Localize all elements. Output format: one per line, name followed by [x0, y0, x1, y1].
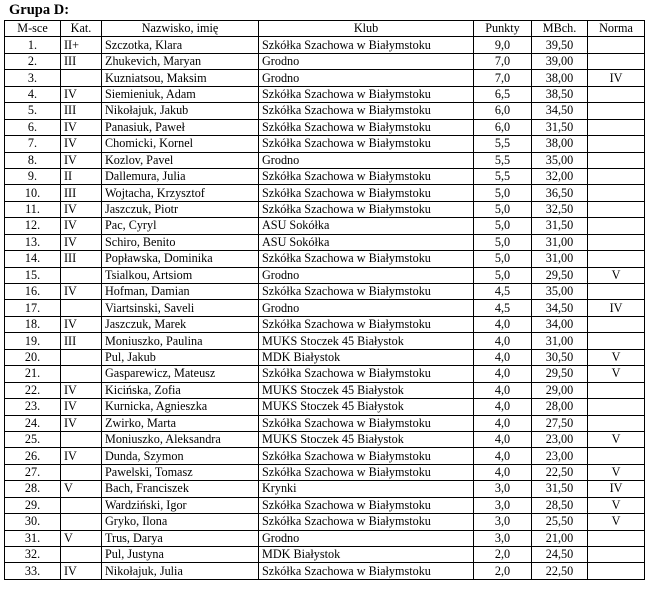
cell-name: Moniuszko, Paulina — [102, 333, 259, 349]
cell-name: Kurnicka, Agnieszka — [102, 399, 259, 415]
cell-norma: V — [588, 431, 645, 447]
cell-points: 9,0 — [474, 37, 532, 53]
cell-points: 5,0 — [474, 201, 532, 217]
cell-points: 4,0 — [474, 333, 532, 349]
cell-norma: V — [588, 514, 645, 530]
cell-club: MUKS Stoczek 45 Białystok — [259, 382, 474, 398]
cell-points: 7,0 — [474, 53, 532, 69]
cell-position: 22. — [5, 382, 61, 398]
cell-norma — [588, 119, 645, 135]
cell-name: Siemieniuk, Adam — [102, 86, 259, 102]
cell-mbch: 23,00 — [532, 431, 588, 447]
cell-norma — [588, 448, 645, 464]
table-row — [5, 349, 645, 365]
table-row — [5, 497, 645, 513]
cell-norma — [588, 168, 645, 184]
cell-name: Jaszczuk, Piotr — [102, 201, 259, 217]
table-row — [5, 201, 645, 217]
cell-mbch: 21,00 — [532, 530, 588, 546]
table-row — [5, 382, 645, 398]
cell-mbch: 38,50 — [532, 86, 588, 102]
cell-position: 16. — [5, 284, 61, 300]
cell-position: 11. — [5, 201, 61, 217]
cell-position: 2. — [5, 53, 61, 69]
cell-norma — [588, 86, 645, 102]
cell-position: 32. — [5, 547, 61, 563]
cell-category: IV — [61, 382, 102, 398]
cell-points: 3,0 — [474, 514, 532, 530]
cell-mbch: 32,00 — [532, 168, 588, 184]
cell-name: Nikołajuk, Julia — [102, 563, 259, 579]
table-row — [5, 70, 645, 86]
cell-position: 26. — [5, 448, 61, 464]
cell-norma — [588, 37, 645, 53]
cell-name: Pawelski, Tomasz — [102, 464, 259, 480]
cell-category: IV — [61, 399, 102, 415]
col-header-club: Klub — [259, 21, 474, 37]
cell-club: MUKS Stoczek 45 Białystok — [259, 399, 474, 415]
cell-category — [61, 464, 102, 480]
table-row — [5, 399, 645, 415]
cell-name: Dunda, Szymon — [102, 448, 259, 464]
cell-norma — [588, 185, 645, 201]
cell-club: MUKS Stoczek 45 Białystok — [259, 431, 474, 447]
cell-mbch: 27,50 — [532, 415, 588, 431]
table-row — [5, 152, 645, 168]
cell-norma: V — [588, 464, 645, 480]
cell-club: Szkółka Szachowa w Białymstoku — [259, 448, 474, 464]
cell-category — [61, 431, 102, 447]
cell-position: 13. — [5, 234, 61, 250]
cell-points: 5,0 — [474, 251, 532, 267]
cell-club: Szkółka Szachowa w Białymstoku — [259, 563, 474, 579]
cell-club: Szkółka Szachowa w Białymstoku — [259, 86, 474, 102]
cell-mbch: 32,50 — [532, 201, 588, 217]
cell-name: Dallemura, Julia — [102, 168, 259, 184]
cell-club: Szkółka Szachowa w Białymstoku — [259, 514, 474, 530]
cell-category — [61, 514, 102, 530]
cell-club: Szkółka Szachowa w Białymstoku — [259, 415, 474, 431]
cell-name: Pul, Justyna — [102, 547, 259, 563]
cell-norma: V — [588, 349, 645, 365]
cell-club: Szkółka Szachowa w Białymstoku — [259, 366, 474, 382]
header-row — [5, 21, 645, 37]
cell-mbch: 38,00 — [532, 70, 588, 86]
cell-category: IV — [61, 136, 102, 152]
cell-position: 18. — [5, 316, 61, 332]
cell-club: Grodno — [259, 300, 474, 316]
cell-mbch: 30,50 — [532, 349, 588, 365]
cell-name: Gasparewicz, Mateusz — [102, 366, 259, 382]
cell-position: 8. — [5, 152, 61, 168]
cell-position: 14. — [5, 251, 61, 267]
cell-category: IV — [61, 563, 102, 579]
cell-name: Schiro, Benito — [102, 234, 259, 250]
cell-points: 4,0 — [474, 382, 532, 398]
cell-points: 3,0 — [474, 497, 532, 513]
cell-mbch: 31,00 — [532, 234, 588, 250]
cell-points: 5,5 — [474, 136, 532, 152]
table-row — [5, 464, 645, 480]
cell-category: IV — [61, 415, 102, 431]
cell-position: 33. — [5, 563, 61, 579]
cell-position: 9. — [5, 168, 61, 184]
cell-norma — [588, 530, 645, 546]
table-row — [5, 185, 645, 201]
cell-position: 27. — [5, 464, 61, 480]
cell-club: MUKS Stoczek 45 Białystok — [259, 333, 474, 349]
table-row — [5, 284, 645, 300]
cell-mbch: 24,50 — [532, 547, 588, 563]
cell-name: Trus, Darya — [102, 530, 259, 546]
cell-category: III — [61, 103, 102, 119]
cell-position: 5. — [5, 103, 61, 119]
cell-category: V — [61, 530, 102, 546]
cell-mbch: 34,00 — [532, 316, 588, 332]
cell-club: Krynki — [259, 481, 474, 497]
cell-points: 5,0 — [474, 218, 532, 234]
cell-name: Kicińska, Zofia — [102, 382, 259, 398]
cell-name: Pul, Jakub — [102, 349, 259, 365]
col-header-norma: Norma — [588, 21, 645, 37]
cell-points: 4,5 — [474, 300, 532, 316]
cell-name: Moniuszko, Aleksandra — [102, 431, 259, 447]
cell-club: Szkółka Szachowa w Białymstoku — [259, 251, 474, 267]
table-row — [5, 481, 645, 497]
cell-points: 5,0 — [474, 267, 532, 283]
cell-name: Zhukevich, Maryan — [102, 53, 259, 69]
cell-position: 3. — [5, 70, 61, 86]
cell-norma — [588, 284, 645, 300]
table-row — [5, 415, 645, 431]
cell-norma — [588, 152, 645, 168]
cell-category: III — [61, 333, 102, 349]
cell-category — [61, 497, 102, 513]
cell-mbch: 35,00 — [532, 284, 588, 300]
cell-category: III — [61, 251, 102, 267]
table-row — [5, 530, 645, 546]
cell-name: Jaszczuk, Marek — [102, 316, 259, 332]
cell-norma — [588, 136, 645, 152]
cell-mbch: 31,50 — [532, 218, 588, 234]
cell-mbch: 31,50 — [532, 481, 588, 497]
cell-position: 12. — [5, 218, 61, 234]
cell-category: III — [61, 185, 102, 201]
cell-points: 5,0 — [474, 185, 532, 201]
cell-norma — [588, 251, 645, 267]
cell-mbch: 29,00 — [532, 382, 588, 398]
cell-club: Szkółka Szachowa w Białymstoku — [259, 185, 474, 201]
cell-club: Szkółka Szachowa w Białymstoku — [259, 119, 474, 135]
col-header-mbch: MBch. — [532, 21, 588, 37]
cell-norma: V — [588, 267, 645, 283]
cell-position: 25. — [5, 431, 61, 447]
cell-points: 4,0 — [474, 349, 532, 365]
cell-points: 5,5 — [474, 152, 532, 168]
cell-position: 28. — [5, 481, 61, 497]
cell-points: 2,0 — [474, 563, 532, 579]
cell-mbch: 23,00 — [532, 448, 588, 464]
cell-points: 6,5 — [474, 86, 532, 102]
cell-position: 1. — [5, 37, 61, 53]
cell-category — [61, 267, 102, 283]
cell-name: Viartsinski, Saveli — [102, 300, 259, 316]
cell-name: Nikołajuk, Jakub — [102, 103, 259, 119]
cell-norma: IV — [588, 481, 645, 497]
table-row — [5, 119, 645, 135]
cell-club: ASU Sokółka — [259, 218, 474, 234]
cell-category — [61, 300, 102, 316]
table-row — [5, 563, 645, 579]
table-row — [5, 103, 645, 119]
cell-points: 4,5 — [474, 284, 532, 300]
cell-category: IV — [61, 284, 102, 300]
table-row — [5, 86, 645, 102]
cell-mbch: 31,00 — [532, 333, 588, 349]
cell-name: Wardziński, Igor — [102, 497, 259, 513]
cell-mbch: 36,50 — [532, 185, 588, 201]
cell-mbch: 25,50 — [532, 514, 588, 530]
cell-points: 6,0 — [474, 119, 532, 135]
table-row — [5, 218, 645, 234]
cell-name: Gryko, Ilona — [102, 514, 259, 530]
cell-position: 23. — [5, 399, 61, 415]
cell-mbch: 39,50 — [532, 37, 588, 53]
cell-club: Szkółka Szachowa w Białymstoku — [259, 284, 474, 300]
cell-position: 20. — [5, 349, 61, 365]
cell-norma — [588, 218, 645, 234]
cell-name: Kuzniatsou, Maksim — [102, 70, 259, 86]
table-row — [5, 366, 645, 382]
cell-club: MDK Białystok — [259, 547, 474, 563]
cell-norma — [588, 53, 645, 69]
cell-category — [61, 349, 102, 365]
cell-points: 5,0 — [474, 234, 532, 250]
cell-club: Grodno — [259, 152, 474, 168]
cell-category: IV — [61, 218, 102, 234]
results-table — [4, 20, 645, 580]
cell-name: Zwirko, Marta — [102, 415, 259, 431]
cell-mbch: 28,50 — [532, 497, 588, 513]
cell-mbch: 28,00 — [532, 399, 588, 415]
cell-name: Panasiuk, Paweł — [102, 119, 259, 135]
cell-norma — [588, 316, 645, 332]
cell-points: 3,0 — [474, 530, 532, 546]
cell-position: 6. — [5, 119, 61, 135]
cell-name: Hofman, Damian — [102, 284, 259, 300]
col-header-name: Nazwisko, imię — [102, 21, 259, 37]
cell-club: Szkółka Szachowa w Białymstoku — [259, 103, 474, 119]
cell-category: IV — [61, 201, 102, 217]
cell-category: IV — [61, 119, 102, 135]
cell-category: IV — [61, 448, 102, 464]
cell-norma — [588, 333, 645, 349]
cell-points: 4,0 — [474, 448, 532, 464]
cell-name: Popławska, Dominika — [102, 251, 259, 267]
table-row — [5, 514, 645, 530]
cell-position: 29. — [5, 497, 61, 513]
cell-norma — [588, 415, 645, 431]
cell-club: Szkółka Szachowa w Białymstoku — [259, 497, 474, 513]
cell-mbch: 29,50 — [532, 267, 588, 283]
cell-points: 4,0 — [474, 366, 532, 382]
table-row — [5, 234, 645, 250]
cell-position: 7. — [5, 136, 61, 152]
cell-mbch: 34,50 — [532, 300, 588, 316]
cell-position: 30. — [5, 514, 61, 530]
cell-mbch: 22,50 — [532, 563, 588, 579]
col-header-category: Kat. — [61, 21, 102, 37]
cell-name: Kozlov, Pavel — [102, 152, 259, 168]
table-row — [5, 251, 645, 267]
cell-category: IV — [61, 234, 102, 250]
cell-club: ASU Sokółka — [259, 234, 474, 250]
page-title: Grupa D: — [9, 2, 70, 18]
cell-club: Szkółka Szachowa w Białymstoku — [259, 168, 474, 184]
cell-category — [61, 547, 102, 563]
cell-position: 31. — [5, 530, 61, 546]
cell-name: Szczotka, Klara — [102, 37, 259, 53]
cell-name: Wojtacha, Krzysztof — [102, 185, 259, 201]
cell-points: 4,0 — [474, 399, 532, 415]
cell-norma: V — [588, 497, 645, 513]
cell-points: 4,0 — [474, 316, 532, 332]
table-row — [5, 53, 645, 69]
cell-norma — [588, 234, 645, 250]
table-row — [5, 448, 645, 464]
cell-club: Szkółka Szachowa w Białymstoku — [259, 37, 474, 53]
cell-club: Grodno — [259, 530, 474, 546]
cell-category: II — [61, 168, 102, 184]
table-row — [5, 316, 645, 332]
cell-points: 2,0 — [474, 547, 532, 563]
cell-category: IV — [61, 86, 102, 102]
cell-club: Szkółka Szachowa w Białymstoku — [259, 201, 474, 217]
cell-category: III — [61, 53, 102, 69]
cell-category: IV — [61, 316, 102, 332]
cell-category — [61, 70, 102, 86]
cell-club: MDK Białystok — [259, 349, 474, 365]
cell-position: 21. — [5, 366, 61, 382]
table-row — [5, 267, 645, 283]
cell-category: II+ — [61, 37, 102, 53]
cell-norma: IV — [588, 70, 645, 86]
cell-mbch: 22,50 — [532, 464, 588, 480]
cell-position: 19. — [5, 333, 61, 349]
cell-norma: V — [588, 366, 645, 382]
cell-club: Grodno — [259, 70, 474, 86]
cell-name: Pac, Cyryl — [102, 218, 259, 234]
cell-mbch: 34,50 — [532, 103, 588, 119]
table-row — [5, 547, 645, 563]
cell-category: IV — [61, 152, 102, 168]
cell-mbch: 38,00 — [532, 136, 588, 152]
cell-mbch: 29,50 — [532, 366, 588, 382]
cell-position: 24. — [5, 415, 61, 431]
cell-club: Szkółka Szachowa w Białymstoku — [259, 136, 474, 152]
cell-norma — [588, 563, 645, 579]
cell-category — [61, 366, 102, 382]
table-row — [5, 37, 645, 53]
cell-points: 6,0 — [474, 103, 532, 119]
cell-points: 4,0 — [474, 415, 532, 431]
cell-norma — [588, 382, 645, 398]
cell-points: 4,0 — [474, 464, 532, 480]
table-row — [5, 333, 645, 349]
cell-norma — [588, 201, 645, 217]
cell-norma — [588, 103, 645, 119]
cell-mbch: 39,00 — [532, 53, 588, 69]
cell-points: 4,0 — [474, 431, 532, 447]
cell-position: 4. — [5, 86, 61, 102]
cell-mbch: 35,00 — [532, 152, 588, 168]
cell-norma: IV — [588, 300, 645, 316]
cell-points: 5,5 — [474, 168, 532, 184]
cell-norma — [588, 399, 645, 415]
cell-position: 17. — [5, 300, 61, 316]
cell-mbch: 31,00 — [532, 251, 588, 267]
cell-name: Tsialkou, Artsiom — [102, 267, 259, 283]
cell-club: Szkółka Szachowa w Białymstoku — [259, 464, 474, 480]
cell-category: V — [61, 481, 102, 497]
table-row — [5, 168, 645, 184]
col-header-position: M-sce — [5, 21, 61, 37]
cell-points: 7,0 — [474, 70, 532, 86]
cell-norma — [588, 547, 645, 563]
table-row — [5, 300, 645, 316]
cell-position: 10. — [5, 185, 61, 201]
cell-name: Bach, Franciszek — [102, 481, 259, 497]
table-row — [5, 431, 645, 447]
col-header-points: Punkty — [474, 21, 532, 37]
cell-club: Szkółka Szachowa w Białymstoku — [259, 316, 474, 332]
table-row — [5, 136, 645, 152]
cell-mbch: 31,50 — [532, 119, 588, 135]
cell-position: 15. — [5, 267, 61, 283]
cell-points: 3,0 — [474, 481, 532, 497]
cell-name: Chomicki, Kornel — [102, 136, 259, 152]
cell-club: Grodno — [259, 267, 474, 283]
cell-club: Grodno — [259, 53, 474, 69]
